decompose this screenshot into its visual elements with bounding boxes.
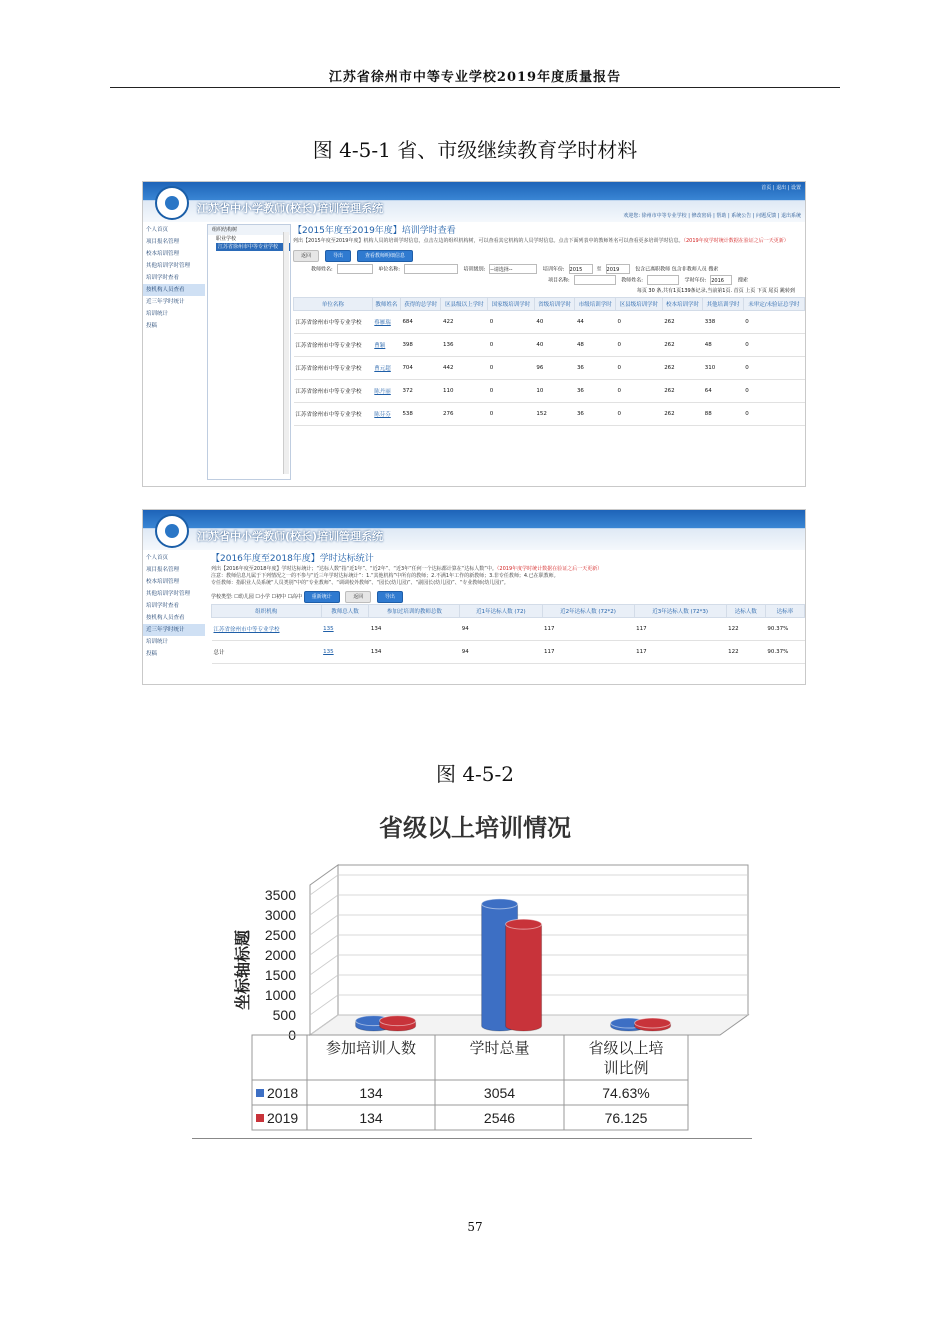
page-note: 列出【2015年度至2019年度】机构人员的培训学时信息，点击左边的组织机构树，可以查看其它机构的人员学时信息。点击下面列表中的教师姓名可以查看更多培训学时信息。（2019年度学时统计数据在验证之后一天更新） [293, 238, 789, 244]
column-header: 教师姓名 [372, 298, 400, 311]
side-menu [143, 224, 205, 332]
data-label: 2546 [483, 1110, 516, 1126]
main-panel [293, 224, 805, 486]
column-header: 未审定/未验证总学时 [743, 298, 804, 311]
note-3: 专任教师：指职业人员系统“人员类别”中的“专业教师”、“调调校外教师”、“园长(幼儿园)”、“副园长(幼儿园)”、“专业教师(幼儿园)”。 [211, 580, 509, 586]
table-cell: 262 [662, 380, 703, 403]
table-row [294, 357, 805, 380]
tree-node-selected[interactable]: 江苏省徐州市中等专业学校 [216, 243, 290, 251]
table-row [294, 334, 805, 357]
back-button-2[interactable]: 返回 [345, 591, 371, 603]
table-cell: 0 [615, 380, 662, 403]
column-header: 省级培训学时 [534, 298, 575, 311]
column-header: 近2年达标人数 (72*2) [542, 605, 634, 618]
bar-2019-2 [635, 1018, 671, 1031]
table-cell: 117 [634, 641, 726, 664]
project-input[interactable] [574, 275, 616, 285]
menu-item[interactable]: 培训统计 [146, 639, 169, 645]
menu-item[interactable]: 个人首页 [146, 227, 169, 233]
table-cell: 122 [726, 618, 765, 641]
note-2: 注意：教师信息凡属于下列情况之一的不参与“近三年学时达标统计”：1.“其他机构”中所有的教师；2.不满1年工作的新教师；3.非专任教师；4.已在职教师。 [211, 573, 559, 579]
table-cell: 40 [534, 334, 575, 357]
screenshot-training-hours [142, 181, 806, 487]
table-cell: 36 [575, 403, 616, 426]
system-logo-icon [155, 514, 189, 548]
table-cell: 0 [615, 334, 662, 357]
table-cell: 117 [542, 618, 634, 641]
menu-item-selected[interactable]: 按机构人员查看 [143, 284, 205, 296]
filter-row-2: 项目名称: 教师姓名: 学时年份: 2016 搜索 [293, 275, 805, 286]
view-detail-button[interactable]: 查看教师明细信息 [357, 250, 413, 262]
bar-cap [506, 919, 542, 929]
table-cell: 110 [441, 380, 488, 403]
menu-item[interactable]: 培训学时查看 [146, 275, 180, 281]
table-cell: 96 [534, 357, 575, 380]
table-cell: 江苏省徐州市中等专业学校 [294, 334, 373, 357]
y-tick-label: 3500 [264, 887, 296, 903]
bar-cap [482, 899, 518, 909]
table-cell: 40 [534, 311, 575, 334]
legend-swatch [256, 1089, 264, 1097]
table-cell: 36 [575, 380, 616, 403]
menu-item[interactable]: 校本培训管理 [146, 579, 180, 585]
system-logo-icon [155, 186, 189, 220]
category-label: 学时总量 [469, 1039, 530, 1057]
tree-header: 组织结构树 [208, 225, 290, 235]
type-checkbox[interactable]: ☐高中 [287, 594, 303, 600]
export-button-2[interactable]: 导出 [377, 591, 403, 603]
menu-item[interactable]: 按机构人员查看 [146, 615, 185, 621]
table-row [294, 403, 805, 426]
legend-label: 2019 [267, 1110, 299, 1126]
unit-name-input[interactable] [404, 264, 458, 274]
table-cell[interactable]: 蔡雁瑞 [372, 311, 400, 334]
column-header: 单位名称 [294, 298, 373, 311]
table-cell: 276 [441, 403, 488, 426]
search-button[interactable]: 搜索 [708, 266, 719, 273]
system-name: 江苏省中小学教师(校长)培训管理系统 [197, 202, 384, 215]
legend-swatch [256, 1114, 264, 1122]
pager[interactable]: 每页 30 条,共有1页139条记录,当前第1页. 首页 上页 下页 尾页 跳转到 [636, 288, 795, 294]
table-row [212, 641, 805, 664]
export-button[interactable]: 导出 [325, 250, 351, 262]
menu-item[interactable]: 其他培训学时管理 [146, 263, 191, 269]
back-button[interactable]: 返回 [293, 250, 319, 262]
year-to-select[interactable]: 2019 [606, 264, 630, 274]
org-tree [207, 224, 291, 480]
bar-2019-0 [380, 1016, 416, 1031]
column-header: 组织机构 [212, 605, 322, 618]
y-tick-label: 2500 [264, 927, 296, 943]
category-label: 参加培训人数 [325, 1039, 417, 1057]
table-cell[interactable]: 135 [321, 641, 369, 664]
table-cell: 704 [400, 357, 441, 380]
table-cell: 10 [534, 380, 575, 403]
table-cell: 0 [488, 311, 535, 334]
menu-item[interactable]: 培训统计 [146, 311, 169, 317]
checkbox-nonteacher[interactable]: 包含非教师人员 [671, 266, 707, 273]
table-cell: 江苏省徐州市中等专业学校 [294, 380, 373, 403]
table-cell: 442 [441, 357, 488, 380]
system-banner [143, 182, 805, 222]
bar-chart-3d [190, 860, 750, 1140]
header-rule [110, 87, 840, 88]
year-from-select[interactable]: 2015 [569, 264, 593, 274]
table-cell: 372 [400, 380, 441, 403]
chart-bottom-rule [192, 1138, 752, 1139]
table-cell: 0 [488, 403, 535, 426]
table-cell: 134 [369, 618, 460, 641]
table-cell: 94 [460, 618, 542, 641]
table-cell: 538 [400, 403, 441, 426]
chart-side-wall [310, 865, 338, 1035]
table-cell: 0 [743, 311, 804, 334]
table-cell: 136 [441, 334, 488, 357]
page-number: 57 [467, 1220, 483, 1234]
table-cell: 0 [743, 334, 804, 357]
bar-2019-1 [506, 919, 542, 1031]
menu-item[interactable]: 其他培训学时管理 [146, 591, 191, 597]
menu-item[interactable]: 个人首页 [146, 555, 169, 561]
table-cell: 90.37% [765, 618, 804, 641]
menu-item[interactable]: 投稿 [146, 651, 158, 657]
chart-back-wall [338, 865, 748, 1015]
table-cell: 0 [615, 311, 662, 334]
column-header: 国家级培训学时 [488, 298, 535, 311]
level-select[interactable]: --请选择-- [489, 264, 537, 274]
table-cell: 310 [703, 357, 744, 380]
search-button-2[interactable]: 搜索 [737, 277, 748, 284]
menu-item[interactable]: 近三年学时统计 [146, 299, 185, 305]
column-header: 教师总人数 [321, 605, 369, 618]
table-cell: 94 [460, 641, 542, 664]
top-links[interactable]: 首页 | 退出 | 设置 [761, 185, 801, 191]
column-header: 近1年达标人数 (72) [460, 605, 542, 618]
table-cell: 0 [743, 403, 804, 426]
y-tick-label: 500 [272, 1007, 296, 1023]
column-header: 近3年达标人数 (72*3) [634, 605, 726, 618]
type-checkbox[interactable]: ☐初中 [271, 594, 286, 600]
bar-body [506, 924, 542, 1031]
recount-button[interactable]: 重新统计 [304, 591, 340, 603]
main-panel-2 [211, 552, 805, 684]
table-cell: 152 [534, 403, 575, 426]
y-tick-label: 3000 [264, 907, 296, 923]
table-cell: 64 [703, 380, 744, 403]
table-cell: 338 [703, 311, 744, 334]
column-header: 达标人数 [726, 605, 765, 618]
table-cell: 江苏省徐州市中等专业学校 [294, 403, 373, 426]
table-cell: 0 [743, 357, 804, 380]
hours-table [293, 297, 805, 426]
teacher-name-input[interactable] [337, 264, 373, 274]
table-cell: 0 [488, 380, 535, 403]
table-cell[interactable]: 江苏省徐州市中等专业学校 [212, 618, 322, 641]
tree-node[interactable]: 职业学校 [216, 236, 237, 242]
y-tick-label: 0 [288, 1027, 296, 1043]
table-cell: 0 [743, 380, 804, 403]
table-row [294, 311, 805, 334]
table-cell: 117 [542, 641, 634, 664]
table-cell: 262 [662, 334, 703, 357]
column-header: 参加过培训的教师总数 [369, 605, 460, 618]
legend-label: 2018 [267, 1085, 299, 1101]
column-header: 校本培训学时 [662, 298, 703, 311]
type-checkbox[interactable]: ☐小学 [255, 594, 270, 600]
table-cell: 江苏省徐州市中等专业学校 [294, 357, 373, 380]
report-header-title: 江苏省徐州市中等专业学校2019年度质量报告 [328, 70, 622, 85]
data-label: 74.63% [602, 1085, 650, 1101]
table-cell: 36 [575, 357, 616, 380]
y-axis-title: 坐标轴标题 [233, 929, 252, 1011]
table-cell[interactable]: 陈丹丽 [372, 380, 400, 403]
page-title: 【2015年度至2019年度】培训学时查看 [293, 226, 456, 236]
table-cell: 117 [634, 618, 726, 641]
user-links[interactable]: 欢迎您: 徐州市中等专业学校 | 修改密码 | 帮助 | 系统公告 | 问题反馈 | 退出系统 [623, 213, 801, 219]
school-type-row: 学校类型: ☐幼儿园 ☐小学 ☐初中 ☐高中 重新统计 返回 导出 [211, 590, 805, 604]
table-cell[interactable]: 曹元超 [372, 357, 400, 380]
teacher-name-input-2[interactable] [647, 275, 679, 285]
table-cell: 48 [575, 334, 616, 357]
column-header: 达标率 [765, 605, 804, 618]
table-row [294, 380, 805, 403]
menu-item[interactable]: 培训学时查看 [146, 603, 180, 609]
y-tick-label: 2000 [264, 947, 296, 963]
column-header: 区县级以上学时 [441, 298, 488, 311]
table-cell: 江苏省徐州市中等专业学校 [294, 311, 373, 334]
table-cell: 262 [662, 357, 703, 380]
table-cell: 48 [703, 334, 744, 357]
table-cell: 44 [575, 311, 616, 334]
table-cell: 0 [488, 357, 535, 380]
data-label: 134 [359, 1085, 383, 1101]
table-cell: 0 [488, 334, 535, 357]
table-cell: 398 [400, 334, 441, 357]
chart-title: 省级以上培训情况 [379, 814, 571, 842]
side-menu-2 [143, 552, 205, 660]
category-label: 训比例 [603, 1059, 649, 1077]
table-cell: 122 [726, 641, 765, 664]
bar-cap [635, 1018, 671, 1028]
type-checkbox[interactable]: ☐幼儿园 [234, 594, 254, 600]
table-cell: 0 [615, 357, 662, 380]
menu-item-selected[interactable]: 近三年学时统计 [143, 624, 205, 636]
data-label: 3054 [483, 1085, 516, 1101]
table-cell: 90.37% [765, 641, 804, 664]
category-label: 省级以上培 [588, 1039, 664, 1057]
screenshot-compliance-stats [142, 509, 806, 685]
y-tick-label: 1000 [264, 987, 296, 1003]
page-title-2: 【2016年度至2018年度】学时达标统计 [211, 554, 374, 564]
filter-row-1: 教师姓名: 单位名称: 培训级别: --请选择-- 培训年份: 2015 至 2019 包含已离职教师 包含非教师人员 搜索 [293, 264, 805, 275]
column-header: 获得的总学时 [400, 298, 441, 311]
menu-item[interactable]: 项目报名管理 [146, 239, 180, 245]
table-cell[interactable]: 135 [321, 618, 369, 641]
table-row [212, 618, 805, 641]
menu-item[interactable]: 校本培训管理 [146, 251, 180, 257]
menu-item[interactable]: 项目报名管理 [146, 567, 180, 573]
menu-item[interactable]: 投稿 [146, 323, 158, 329]
table-cell[interactable]: 陈芬芬 [372, 403, 400, 426]
y-tick-label: 1500 [264, 967, 296, 983]
tree-scrollbar[interactable] [283, 232, 289, 474]
compliance-table [211, 604, 805, 664]
table-cell: 684 [400, 311, 441, 334]
note-1: 列出【2016年度至2018年度】学时达标统计；“达标人数”指“近1年”、“近2年”、“近3年”任何一个达标都计算在“达标人数”中。（2019年度学时统计数据在验证之后一天更新） [211, 566, 603, 572]
column-header: 市级培训学时 [575, 298, 616, 311]
system-name-2: 江苏省中小学教师(校长)培训管理系统 [197, 530, 384, 543]
figure-2-caption: 图 4-5-2 [435, 762, 515, 786]
table-cell: 88 [703, 403, 744, 426]
table-cell: 422 [441, 311, 488, 334]
table-cell: 134 [369, 641, 460, 664]
column-header: 其他培训学时 [703, 298, 744, 311]
figure-1-caption: 图 4-5-1 省、市级继续教育学时材料 [312, 138, 638, 162]
table-cell: 262 [662, 311, 703, 334]
table-cell[interactable]: 总计 [212, 641, 322, 664]
table-cell: 0 [615, 403, 662, 426]
table-cell[interactable]: 曹颖 [372, 334, 400, 357]
bar-cap [380, 1016, 416, 1026]
checkbox-left[interactable]: 包含已离职教师 [635, 266, 671, 273]
data-label: 134 [359, 1110, 383, 1126]
data-label: 76.125 [604, 1110, 648, 1126]
column-header: 区县级培训学时 [615, 298, 662, 311]
study-year-select[interactable]: 2016 [710, 275, 732, 285]
table-cell: 262 [662, 403, 703, 426]
system-banner-2 [143, 510, 805, 550]
